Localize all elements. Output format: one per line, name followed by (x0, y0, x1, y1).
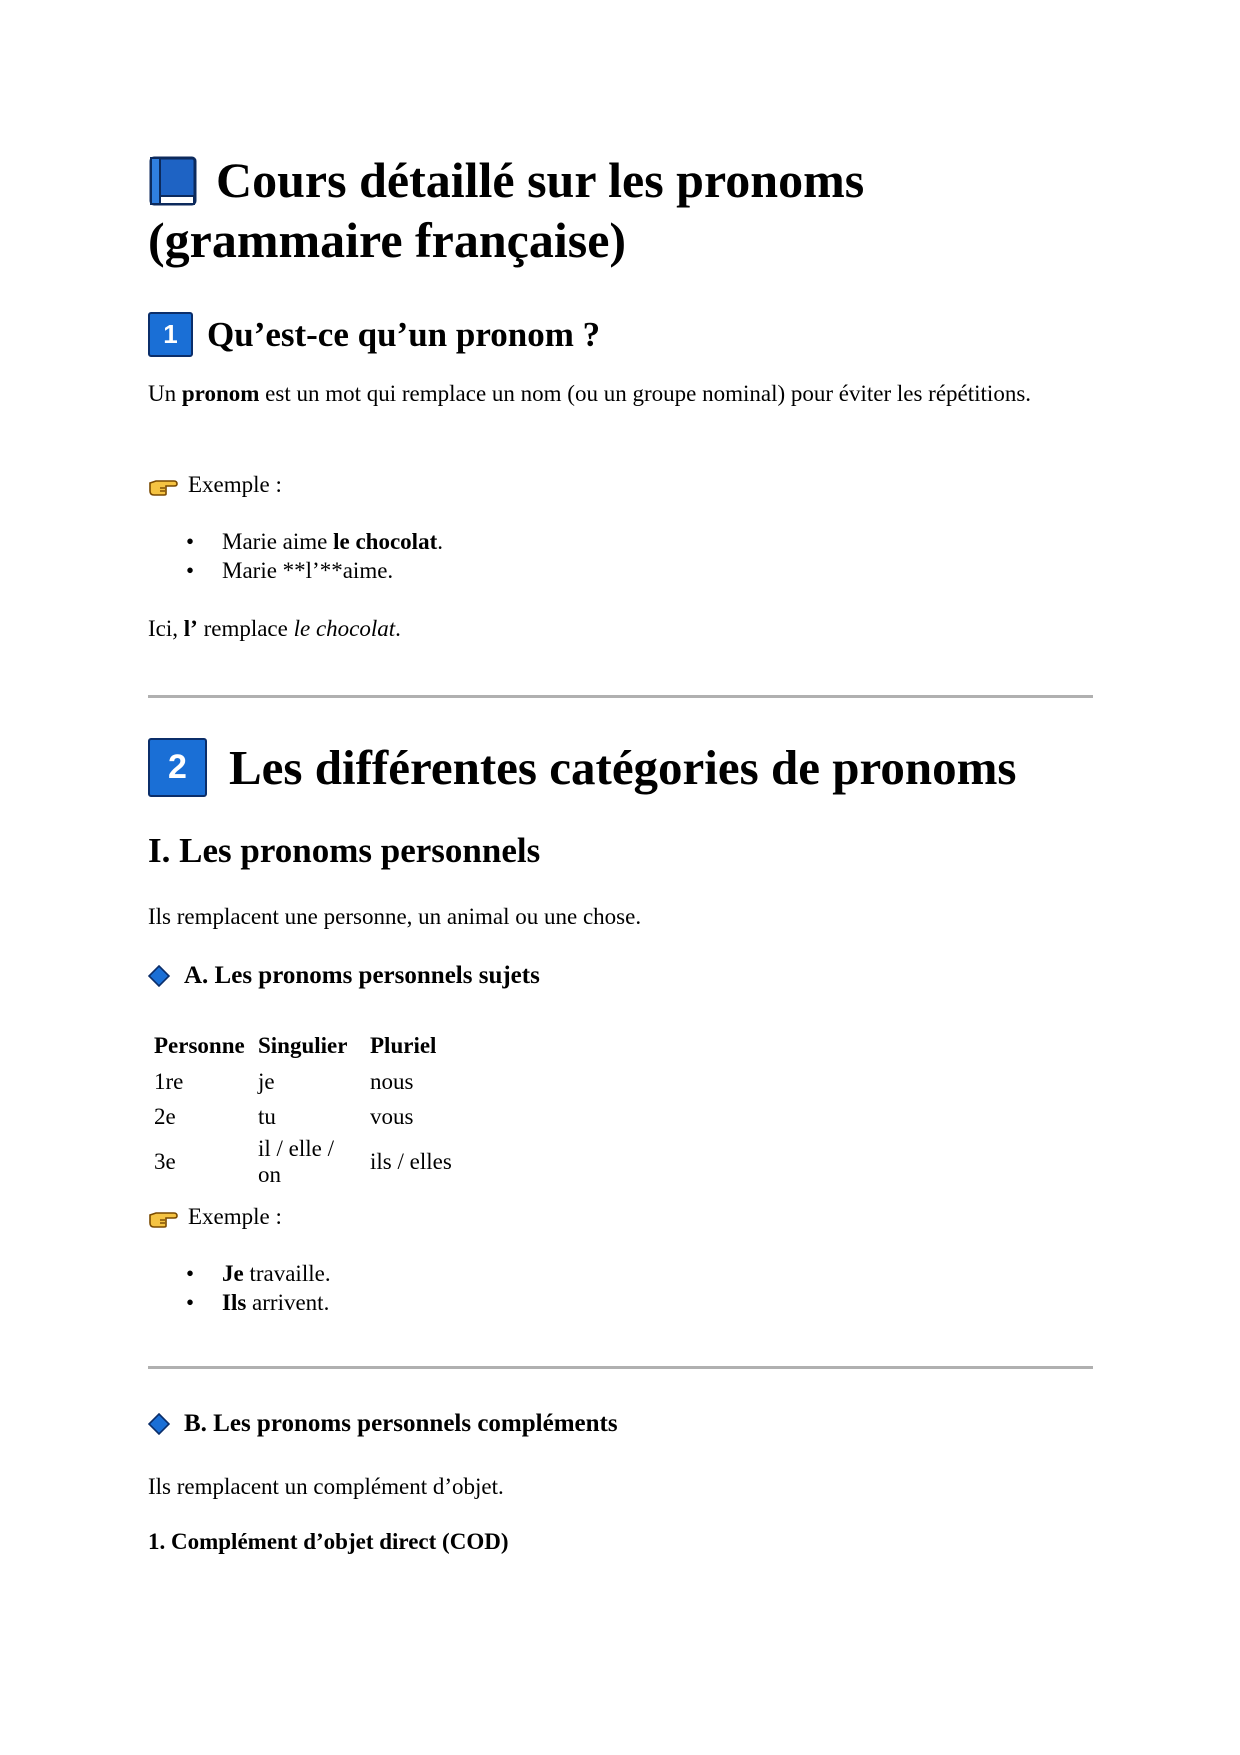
example-label: Exemple : (148, 470, 282, 499)
list-item: • Marie aime le chocolat. (186, 527, 443, 556)
blue-diamond-icon (148, 1413, 170, 1435)
subject-pronouns-table (148, 1028, 458, 1190)
keycap-2-icon: 2 (148, 738, 207, 797)
part-a-heading: A. Les pronoms personnels sujets (148, 962, 540, 990)
table-row: 3e il / elle / on ils / elles (154, 1136, 452, 1187)
part-a-example-list (186, 1259, 331, 1317)
table-header: Personne (154, 1033, 245, 1058)
part-b-intro: Ils remplacent un complément d’objet. (148, 1474, 504, 1499)
subsection-intro: Ils remplacent une personne, un animal ou une chose. (148, 904, 642, 929)
part-b-heading: B. Les pronoms personnels compléments (148, 1410, 618, 1438)
pointing-hand-icon (148, 474, 178, 496)
section1-heading (148, 312, 600, 357)
section2-title: Les différentes catégories de pronoms (229, 740, 1017, 795)
list-item: • Marie **l’**aime. (186, 556, 443, 585)
keycap-1-icon: 1 (148, 312, 193, 357)
blue-book-icon (148, 156, 198, 208)
list-item: • Je travaille. (186, 1259, 331, 1288)
section1-title: Qu’est-ce qu’un pronom ? (207, 314, 601, 354)
document-title (148, 150, 864, 270)
blue-diamond-icon (148, 965, 170, 987)
table-header: Pluriel (370, 1033, 437, 1058)
example-label: Exemple : (148, 1202, 282, 1231)
table-header: Singulier (258, 1033, 348, 1058)
example-explanation: Ici, l’ remplace le chocolat. (148, 616, 401, 641)
table-row: 2e tu vous (154, 1103, 414, 1129)
title-line-2: (grammaire française) (148, 212, 627, 268)
section1-example-list (186, 527, 443, 585)
pronoun-definition: Un pronom est un mot qui remplace un nom (ou un groupe nominal) pour éviter les répétitions. (148, 381, 1032, 406)
divider (148, 1366, 1093, 1369)
list-item: • Ils arrivent. (186, 1288, 331, 1317)
table-row: 1re je nous (154, 1068, 414, 1094)
cod-heading: 1. Complément d’objet direct (COD) (148, 1529, 509, 1554)
title-line-1: Cours détaillé sur les pronoms (216, 152, 865, 208)
pointing-hand-icon (148, 1206, 178, 1228)
divider (148, 695, 1093, 698)
section2-heading (148, 738, 1017, 797)
subsection-title: I. Les pronoms personnels (148, 831, 541, 870)
